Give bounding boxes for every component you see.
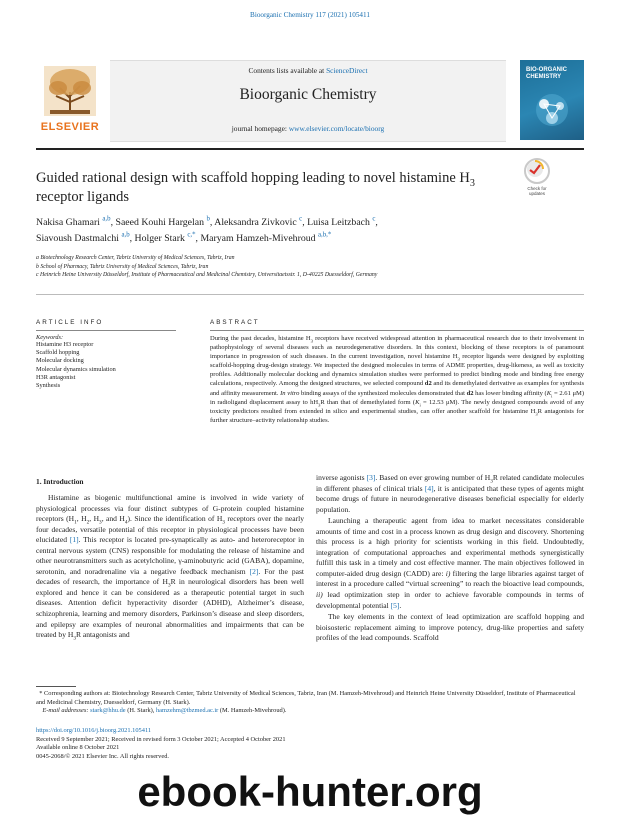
contents-available-line	[110, 66, 506, 75]
keyword-item: Synthesis	[36, 382, 61, 390]
journal-homepage-line	[110, 124, 506, 133]
check-updates-icon	[524, 158, 550, 184]
journal-citation[interactable]: Bioorganic Chemistry 117 (2021) 105411	[250, 11, 370, 19]
homepage-link[interactable]: www.elsevier.com/locate/bioorg	[288, 124, 385, 133]
article-info-rule	[36, 330, 176, 331]
footnote-divider	[36, 686, 76, 687]
affiliation-c: c Heinrich Heine University Düsseldorf, Institute of Pharmaceutical and Medicinal Chemistry, Universitaetsstr. 1, D-40225 Duesseldorf, Germany	[36, 272, 378, 279]
elsevier-tree-icon	[44, 66, 96, 116]
header-divider	[36, 148, 584, 150]
body-column-right: inverse agonists [3]. Based on ever growing number of $H_3R$ related candidate molecules in different phases of clinical trials [4], it is anticipated that these types of agents might become drugs of future in neurodegenerative diseases beneficial especially for elderly population. Launching a therapeutic agent from idea to market necessitates considerable amounts of time and cost in a process known as drug design and discovery. Shortening this process is a high priority for scientists working in this field. Undoubtedly, integration of computational approaches and experimental methods synergistically fulfill this task in a timely and cost effective manner. The main objectives followed in computer-aided drug design (CADD) are: i) filtering the large libraries against target of interest in a procedure called “virtual screening” to reach the bioactive lead compounds, ii) lead optimization step in order to achieve favorable compounds in terms of developmental potential [5]. The key elements in the context of lead optimization are scaffold hopping and bioisosteric replacement aiming to improve potency, drug-like properties and safety profiles of the lead compounds. Scaffold	[316, 473, 585, 643]
abstract-heading: ABSTRACT	[210, 319, 260, 326]
affiliation-a: a Biotechnology Research Center, Tabriz University of Medical Sciences, Tabriz, Iran	[36, 255, 235, 261]
section-heading-introduction: 1. Introduction	[36, 477, 84, 486]
article-metadata	[36, 727, 584, 761]
available-online: Available online 8 October 2021	[36, 744, 120, 752]
check-updates-label: Check for updates	[527, 186, 547, 196]
author-list: Nakisa Ghamari $^{a,b}$, Saeed Kouhi Hargelan $^b$, Aleksandra Zivkovic $^c$, Luisa Leitzbach $^c$, Siavoush Dastmalchi $^{a,b}$, Holger Stark $^{c,*}$, Maryam Hamzeh-Mivehroud $^{a,b,*}$	[36, 215, 378, 244]
body-column-left: Histamine as biogenic multifunctional amine is involved in wide variety of physiological processes via four distinct subtypes of G-protein coupled histamine receptors ($H_1$, $H_2$, $H_3$, and $H_4$). Since the identification of $H_3$ receptors over the nearly four decades, versatile potential of this receptor in physiological processes have been elucidated [1]. This receptor is located pre-synaptically as auto- and heteroreceptor in central nervous system (CNS) responsible for modulating the release of histamine and other neurotransmitters such as acetylcholine, γ-aminobutyric acid (GABA), dopamine, serotonin, and noradrenaline via a negative feedback mechanism [2]. For the past decades of research, the importance of $H_3R$ in neurological disorders has been well explored and hence it can be considered as a therapeutic potential target in such diseases. Attention deficit hyperactivity disorder (ADHD), Alzheimer’s disease, schizophrenia, learning and memory disorders, Parkinson’s disease and sleep disorders, and epilepsy are examples of neuronal abnormalities and impairments that can be treated by $H_3R$ antagonists and	[36, 493, 305, 642]
homepage-prefix: journal homepage:	[231, 124, 289, 133]
corresponding-author-footnote: * Corresponding authors at: Biotechnology Research Center, Tabriz University of Medical Sciences, Tabriz, Iran (M. Hamzeh-Mivehroud) and Heinrich Heine University Düsseldorf, Institute of Pharmaceutical and Medicinal Chemistry, Duesseldorf, Germany (H. Stark). E-mail addresses: stark@hhu.de (H. Stark), hamzehm@tbzmed.ac.ir (M. Hamzeh-Mivehroud).	[36, 690, 576, 715]
affiliation-b: b School of Pharmacy, Tabriz University of Medical Sciences, Tabriz, Iran	[36, 263, 209, 270]
elsevier-wordmark: ELSEVIER	[40, 121, 100, 133]
keyword-item: H3R antagonist	[36, 373, 76, 381]
keywords-heading: Keywords:	[36, 334, 64, 341]
abstract-text: During the past decades, histamine $H_3$ receptors have received widespread attention in pharmaceutical research due to their involvement in pathophysiology of several diseases such as neurodegenerative disorders. In this context, blocking of these receptors is of paramount importance in progression of such diseases. In the current investigation, novel histamine $H_3$ receptor ligands were designed by exploiting scaffold-hopping drug-design strategy. We inspected the designed molecules in terms of ADME properties, drug-likeness, as well as toxicity profiles. Additionally molecular docking and dynamics simulation studies were performed to predict binding mode and binding free energy calculations, respectively. Among the designed structures, we selected compound d2 and its demethylated derivative as examples for synthesis and affinity measurement. In vitro binding assays of the synthesized molecules demonstrated that d2 has lower binding affinity ($K_i = 2.61$ μM) in radioligand displacement assay to $hH_3R$ than that of demethylated form ($K_i = 12.53$ μM). The newly designed compounds avoid of any toxicity predictors resulted from extended in silico and experimental studies, can offer another scaffold for histamine $H_3R$ antagonists for further structure–activity relationship studies.	[210, 335, 585, 424]
check-for-updates-button[interactable]	[520, 158, 554, 196]
doi-link[interactable]: https://doi.org/10.1016/j.bioorg.2021.105411	[36, 727, 152, 734]
title-main: Guided rational design with scaffold hopping leading to novel histamine H	[36, 170, 470, 186]
article-info-panel	[36, 319, 176, 390]
affiliation-divider	[36, 294, 584, 295]
journal-title: Bioorganic Chemistry	[239, 86, 377, 103]
keyword-item: Molecular dynamics simulation	[36, 365, 116, 373]
received-dates: Received 9 September 2021; Received in revised form 3 October 2021; Accepted 4 October 2021	[36, 735, 286, 743]
cover-molecule-art	[530, 88, 574, 132]
abstract-panel	[210, 319, 584, 425]
abstract-rule	[210, 330, 584, 331]
article-info-heading: ARTICLE INFO	[36, 319, 104, 326]
spacer	[36, 466, 584, 467]
keyword-item: Histamine H3 receptor	[36, 341, 94, 348]
article-title	[36, 169, 506, 207]
affiliation-list	[36, 254, 584, 280]
title-subscript: 3	[469, 177, 475, 189]
keyword-item: Scaffold hopping	[36, 349, 80, 357]
journal-cover-title: BIO-ORGANIC CHEMISTRY	[526, 67, 567, 80]
keyword-item: Molecular docking	[36, 357, 84, 365]
title-end: receptor ligands	[36, 189, 130, 205]
copyright-line: 0045-2068/© 2021 Elsevier Inc. All rights reserved.	[36, 752, 169, 760]
sciencedirect-link[interactable]: ScienceDirect	[326, 66, 368, 75]
contents-prefix: Contents lists available at	[248, 66, 327, 75]
watermark: ebook-hunter.org	[137, 768, 483, 815]
